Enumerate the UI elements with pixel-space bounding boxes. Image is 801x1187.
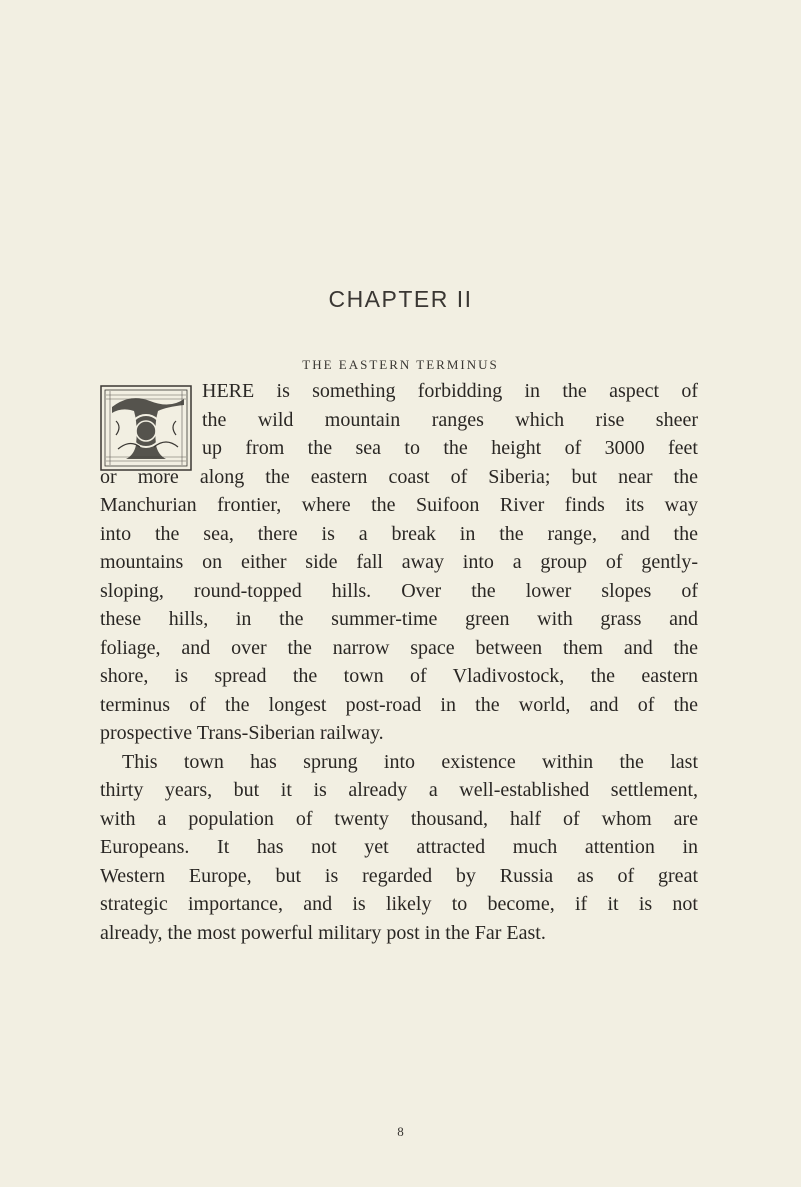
text-line: with a population of twenty thousand, half of whom are [100,807,698,830]
chapter-subtitle: THE EASTERN TERMINUS [302,357,499,372]
text-line: sloping, round-topped hills. Over the lower slopes of [100,579,698,602]
paragraph-2 [100,748,698,948]
text-line: This town has sprung into existence within the last [122,750,698,773]
paragraph-1 [100,377,698,748]
text-line: prospective Trans-Siberian railway. [100,722,384,744]
text-line: terminus of the longest post-road in the world, and of the [100,693,698,716]
text-line: mountains on either side fall away into a group of gently- [100,551,698,573]
text-line: foliage, and over the narrow space between them and the [100,636,698,659]
text-line: strategic importance, and is likely to become, if it is not [100,893,698,915]
page-number: 8 [397,1124,404,1139]
text-line: into the sea, there is a break in the range, and the [100,522,698,545]
text-line: thirty years, but it is already a well-established settlement, [100,779,698,801]
text-line: the wild mountain ranges which rise sheer [202,408,698,431]
text-line: these hills, in the summer-time green with grass and [100,608,698,630]
text-line: shore, is spread the town of Vladivostock, the eastern [100,665,698,687]
text-line: HERE is something forbidding in the aspect of [202,380,698,402]
text-line: or more along the eastern coast of Siberia; but near the [100,465,698,488]
text-line: already, the most powerful military post in the Far East. [100,921,546,944]
text-line: Europeans. It has not yet attracted much attention in [100,836,698,858]
chapter-title: CHAPTER II [328,286,473,312]
text-line: Manchurian frontier, where the Suifoon River finds its way [100,494,698,516]
text-line: up from the sea to the height of 3000 feet [202,437,698,459]
chapter-body-text [100,377,698,947]
text-line: Western Europe, but is regarded by Russia as of great [100,864,698,887]
